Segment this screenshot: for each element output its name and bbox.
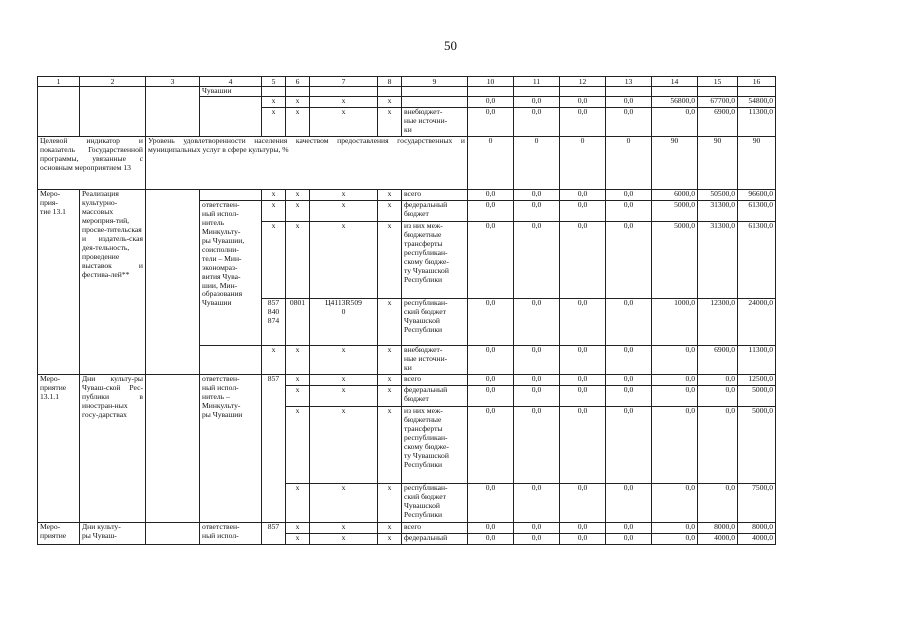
source-cell: внебюджет- ные источни- ки — [402, 107, 468, 136]
code-cell: x — [286, 345, 310, 374]
source-cell: всего — [402, 189, 468, 200]
value-cell: 0 — [514, 136, 560, 189]
code-cell: x — [378, 345, 402, 374]
code-cell: 857 — [262, 522, 286, 544]
value-cell: 0,0 — [652, 522, 698, 533]
measure-title: Дни культу-ры Чуваш-ской Рес-публики в иностран-ных госу-дарствах — [80, 374, 146, 522]
value-cell: 0,0 — [514, 345, 560, 374]
value-cell: 0,0 — [606, 107, 652, 136]
code-cell: 857 — [262, 374, 286, 522]
code-cell: x — [286, 200, 310, 221]
measure-title: Дни культу- ры Чуваш- — [80, 522, 146, 544]
table-row — [38, 374, 776, 385]
code-cell: x — [310, 385, 378, 406]
value-cell: 50500,0 — [698, 189, 738, 200]
value-cell: 11300,0 — [738, 107, 776, 136]
value-cell: 5000,0 — [652, 200, 698, 221]
value-cell: 0,0 — [698, 374, 738, 385]
column-number: 8 — [378, 77, 402, 87]
value-cell: 96600,0 — [738, 189, 776, 200]
value-cell: 0,0 — [514, 374, 560, 385]
code-cell: x — [310, 200, 378, 221]
value-cell: 0,0 — [560, 107, 606, 136]
value-cell: 0,0 — [606, 533, 652, 544]
column-number: 14 — [652, 77, 698, 87]
table-row — [38, 189, 776, 200]
source-cell — [402, 96, 468, 107]
column-number: 9 — [402, 77, 468, 87]
value-cell: 61300,0 — [738, 200, 776, 221]
value-cell: 0,0 — [560, 522, 606, 533]
source-cell: из них меж- бюджетные трансферты республикан- скому бюдже- ту Чувашской Республики — [402, 406, 468, 483]
value-cell: 0,0 — [606, 96, 652, 107]
value-cell: 31300,0 — [698, 221, 738, 298]
code-cell: x — [378, 189, 402, 200]
executor-cell: Чувашии — [200, 87, 262, 97]
code-cell: x — [378, 96, 402, 107]
value-cell: 0,0 — [560, 406, 606, 483]
value-cell: 0,0 — [468, 298, 514, 345]
value-cell: 6000,0 — [652, 189, 698, 200]
value-cell: 0,0 — [514, 522, 560, 533]
value-cell: 0,0 — [652, 374, 698, 385]
value-cell: 0,0 — [652, 533, 698, 544]
value-cell: 5000,0 — [738, 406, 776, 483]
column-number: 5 — [262, 77, 286, 87]
column-number: 2 — [80, 77, 146, 87]
source-cell: федеральный — [402, 533, 468, 544]
value-cell: 0,0 — [514, 406, 560, 483]
value-cell: 61300,0 — [738, 221, 776, 298]
value-cell: 0,0 — [560, 385, 606, 406]
measure-number: Меро- приятие 13.1.1 — [38, 374, 80, 522]
column-number: 7 — [310, 77, 378, 87]
value-cell: 0,0 — [606, 200, 652, 221]
value-cell: 0,0 — [606, 483, 652, 522]
code-cell: x — [378, 533, 402, 544]
code-cell: x — [378, 107, 402, 136]
value-cell: 0,0 — [468, 96, 514, 107]
value-cell: 0,0 — [652, 483, 698, 522]
code-cell: x — [378, 522, 402, 533]
code-cell: x — [262, 107, 286, 136]
value-cell: 0,0 — [514, 221, 560, 298]
source-cell: внебюджет- ные источни- ки — [402, 345, 468, 374]
table-row — [38, 522, 776, 533]
value-cell: 0,0 — [468, 385, 514, 406]
value-cell: 0,0 — [514, 200, 560, 221]
value-cell: 0,0 — [560, 96, 606, 107]
code-cell: x — [286, 406, 310, 483]
value-cell: 0,0 — [560, 345, 606, 374]
code-cell: x — [286, 374, 310, 385]
column-number: 11 — [514, 77, 560, 87]
column-number: 3 — [146, 77, 200, 87]
value-cell: 11300,0 — [738, 345, 776, 374]
value-cell: 0,0 — [560, 298, 606, 345]
measure-title: Реализация культурно-массовых мероприя-тий, просве-тительская и издатель-ская дея-тельность, проведение выставок и фестива-лей** — [80, 189, 146, 374]
value-cell: 0,0 — [468, 522, 514, 533]
code-cell: x — [310, 189, 378, 200]
value-cell: 0,0 — [652, 107, 698, 136]
value-cell: 4000,0 — [698, 533, 738, 544]
column-number: 16 — [738, 77, 776, 87]
value-cell: 0,0 — [514, 483, 560, 522]
column-number: 4 — [200, 77, 262, 87]
value-cell: 12300,0 — [698, 298, 738, 345]
value-cell: 0,0 — [652, 406, 698, 483]
value-cell: 31300,0 — [698, 200, 738, 221]
measure-number: Меро- приятие — [38, 522, 80, 544]
value-cell: 0,0 — [698, 406, 738, 483]
value-cell: 56800,0 — [652, 96, 698, 107]
column-number: 13 — [606, 77, 652, 87]
code-cell: x — [378, 200, 402, 221]
value-cell: 0,0 — [514, 385, 560, 406]
code-cell: x — [286, 96, 310, 107]
column-number: 15 — [698, 77, 738, 87]
value-cell: 0,0 — [560, 221, 606, 298]
code-cell: x — [378, 406, 402, 483]
code-cell: 0801 — [286, 298, 310, 345]
value-cell: 0,0 — [606, 406, 652, 483]
value-cell: 8000,0 — [738, 522, 776, 533]
code-cell: x — [286, 189, 310, 200]
executor-cell: ответствен- ный испол- нитель Минкульту- ры Чувашии, соисполни- тели – Мин- экономраз- вития Чува- шии, Мин- образования Чувашии — [200, 200, 262, 345]
value-cell: 90 — [652, 136, 698, 189]
value-cell: 0,0 — [606, 374, 652, 385]
value-cell: 0,0 — [560, 374, 606, 385]
value-cell: 0,0 — [514, 107, 560, 136]
source-cell: федеральный бюджет — [402, 385, 468, 406]
value-cell: 24000,0 — [738, 298, 776, 345]
code-cell: x — [286, 221, 310, 298]
code-cell: x — [262, 200, 286, 221]
value-cell: 5000,0 — [738, 385, 776, 406]
code-cell: x — [286, 522, 310, 533]
value-cell: 0,0 — [468, 107, 514, 136]
value-cell: 0,0 — [606, 345, 652, 374]
table-row — [38, 87, 776, 97]
code-cell: x — [310, 522, 378, 533]
source-cell: из них меж- бюджетные трансферты республикан- скому бюдже- ту Чувашской Республики — [402, 221, 468, 298]
value-cell: 0,0 — [560, 483, 606, 522]
measure-number: Меро- прия- тие 13.1 — [38, 189, 80, 374]
value-cell: 0,0 — [652, 345, 698, 374]
indicator-text: Уровень удовлетворенности населения качеством предоставления государственных и муниципальных услуг в сфере культуры, % — [146, 136, 468, 189]
budget-table — [37, 76, 776, 545]
code-cell: x — [310, 345, 378, 374]
value-cell: 0 — [606, 136, 652, 189]
value-cell: 90 — [698, 136, 738, 189]
code-cell: x — [310, 107, 378, 136]
value-cell: 67700,0 — [698, 96, 738, 107]
code-cell: x — [286, 107, 310, 136]
page-number: 50 — [444, 38, 457, 53]
value-cell: 0,0 — [698, 483, 738, 522]
value-cell: 0 — [468, 136, 514, 189]
column-number: 1 — [38, 77, 80, 87]
value-cell: 0,0 — [468, 200, 514, 221]
value-cell: 7500,0 — [738, 483, 776, 522]
value-cell: 5000,0 — [652, 221, 698, 298]
source-cell: республикан- ский бюджет Чувашской Республики — [402, 483, 468, 522]
executor-cell: ответствен- ный испол- нитель – Минкульту- ры Чувашии — [200, 374, 262, 522]
column-number: 6 — [286, 77, 310, 87]
code-cell: x — [310, 406, 378, 483]
value-cell: 6900,0 — [698, 345, 738, 374]
code-cell: x — [262, 96, 286, 107]
value-cell: 0 — [560, 136, 606, 189]
value-cell: 12500,0 — [738, 374, 776, 385]
value-cell: 0,0 — [652, 385, 698, 406]
value-cell: 0,0 — [606, 385, 652, 406]
value-cell: 0,0 — [468, 533, 514, 544]
code-cell: x — [286, 385, 310, 406]
source-cell: всего — [402, 522, 468, 533]
code-cell: x — [378, 483, 402, 522]
value-cell: 0,0 — [468, 483, 514, 522]
value-cell: 0,0 — [468, 345, 514, 374]
value-cell: 1000,0 — [652, 298, 698, 345]
value-cell: 0,0 — [606, 221, 652, 298]
code-cell: x — [310, 96, 378, 107]
column-number: 10 — [468, 77, 514, 87]
code-cell: x — [310, 221, 378, 298]
value-cell: 0,0 — [606, 522, 652, 533]
code-cell: x — [286, 533, 310, 544]
code-cell: x — [310, 483, 378, 522]
code-cell: x — [310, 533, 378, 544]
code-cell: Ц4113R509 0 — [310, 298, 378, 345]
code-cell: 857 840 874 — [262, 298, 286, 345]
value-cell: 0,0 — [468, 221, 514, 298]
column-number: 12 — [560, 77, 606, 87]
code-cell: x — [310, 374, 378, 385]
value-cell: 0,0 — [698, 385, 738, 406]
executor-cell: ответствен- ный испол- — [200, 522, 262, 544]
value-cell: 8000,0 — [698, 522, 738, 533]
value-cell: 0,0 — [514, 189, 560, 200]
value-cell: 90 — [738, 136, 776, 189]
source-cell: республикан- ский бюджет Чувашской Республики — [402, 298, 468, 345]
source-cell: федеральный бюджет — [402, 200, 468, 221]
value-cell: 6900,0 — [698, 107, 738, 136]
code-cell: x — [378, 374, 402, 385]
code-cell: x — [286, 483, 310, 522]
value-cell: 0,0 — [606, 298, 652, 345]
indicator-label: Целевой индикатор и показатель Государственной программы, увязанные с основным мероприятием 13 — [38, 136, 146, 189]
code-cell: x — [378, 298, 402, 345]
source-cell: всего — [402, 374, 468, 385]
value-cell: 0,0 — [606, 189, 652, 200]
code-cell: x — [262, 345, 286, 374]
value-cell: 54800,0 — [738, 96, 776, 107]
value-cell: 0,0 — [514, 298, 560, 345]
code-cell: x — [378, 385, 402, 406]
value-cell: 0,0 — [514, 96, 560, 107]
value-cell: 0,0 — [560, 533, 606, 544]
code-cell: x — [262, 221, 286, 298]
header-row — [38, 77, 776, 87]
code-cell: x — [378, 221, 402, 298]
value-cell: 0,0 — [468, 374, 514, 385]
value-cell: 0,0 — [560, 200, 606, 221]
value-cell: 4000,0 — [738, 533, 776, 544]
value-cell: 0,0 — [560, 189, 606, 200]
code-cell: x — [262, 189, 286, 200]
value-cell: 0,0 — [468, 189, 514, 200]
value-cell: 0,0 — [468, 406, 514, 483]
indicator-row — [38, 136, 776, 189]
value-cell: 0,0 — [514, 533, 560, 544]
